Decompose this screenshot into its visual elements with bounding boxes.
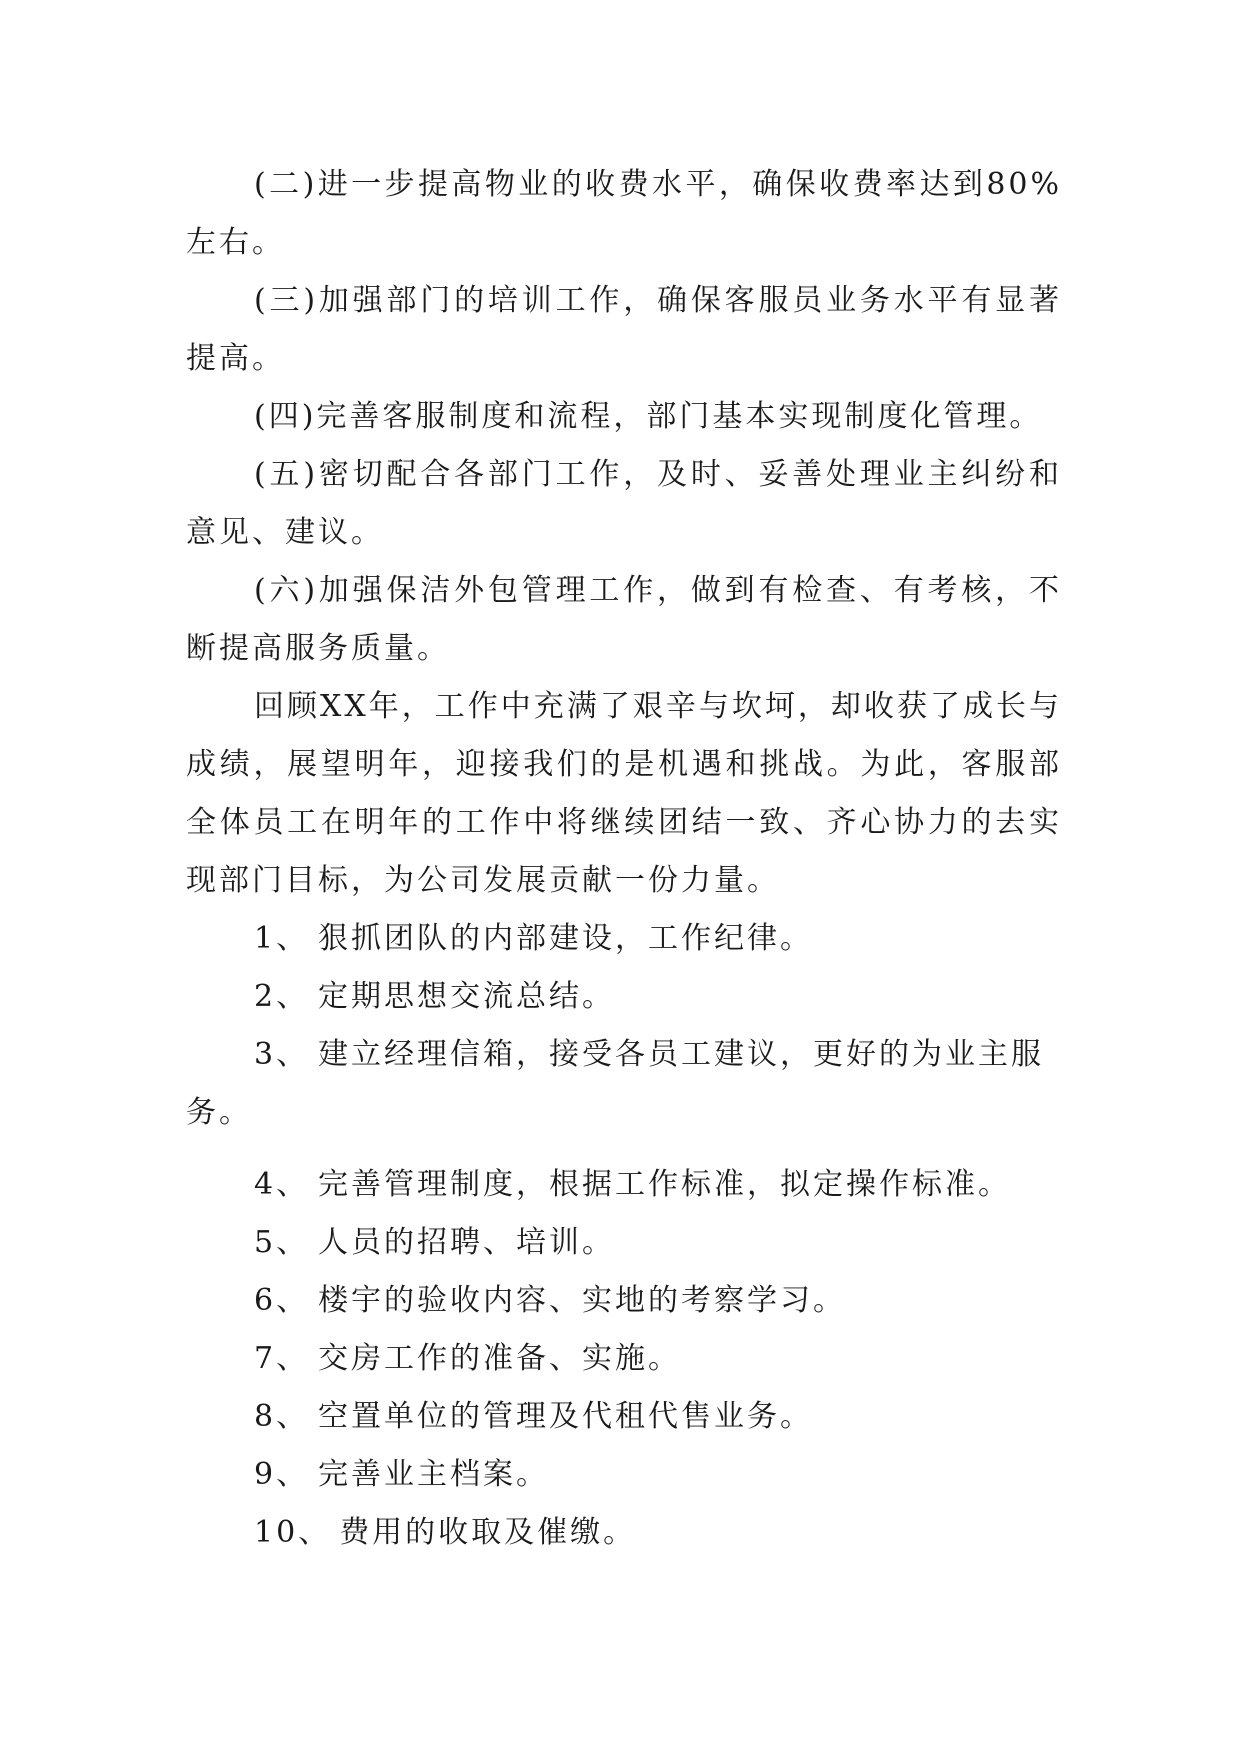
paragraph-goal-5: (五)密切配合各部门工作，及时、妥善处理业主纠纷和意见、建议。	[186, 457, 1062, 550]
list-item	[186, 1026, 1062, 1156]
list-item-number: 2、	[254, 979, 310, 1014]
paragraph-review: 回顾XX年，工作中充满了艰辛与坎坷，却收获了成长与成绩，展望明年，迎接我们的是机遇和挑战。为此，客服部全体员工在明年的工作中将继续团结一致、齐心协力的去实现部门目标，为公司发展贡献一份力量。	[186, 689, 1062, 898]
document-body	[186, 156, 1062, 1562]
list-item-text: 费用的收取及催缴。	[339, 1515, 637, 1550]
paragraph-goal-3: (三)加强部门的培训工作，确保客服员业务水平有显著提高。	[186, 283, 1062, 376]
list-item	[186, 1156, 1062, 1214]
list-item-text: 完善管理制度，根据工作标准，拟定操作标准。	[318, 1167, 1011, 1202]
list-item-number: 6、	[254, 1283, 310, 1318]
list-item	[186, 968, 1062, 1026]
list-item-number: 10、	[254, 1515, 332, 1550]
list-item-first-line	[186, 1026, 1062, 1084]
list-item	[186, 1388, 1062, 1446]
list-item-text: 人员的招聘、培训。	[318, 1225, 615, 1260]
list-item-text: 完善业主档案。	[318, 1457, 549, 1492]
list-item-text: 狠抓团队的内部建设，工作纪律。	[318, 921, 813, 956]
list-item-text: 楼宇的验收内容、实地的考察学习。	[318, 1283, 846, 1318]
list-item	[186, 1214, 1062, 1272]
list-item-text: 空置单位的管理及代租代售业务。	[318, 1399, 813, 1434]
list-item-text: 交房工作的准备、实施。	[318, 1341, 681, 1376]
list-item-number: 7、	[254, 1341, 310, 1376]
list-item-text: 建立经理信箱，接受各员工建议，更好的为业主服	[318, 1037, 1044, 1072]
list-item-number: 9、	[254, 1457, 310, 1492]
paragraph-goal-2: (二)进一步提高物业的收费水平，确保收费率达到80%左右。	[186, 167, 1062, 260]
list-item	[186, 1330, 1062, 1388]
list-item-number: 1、	[254, 921, 310, 956]
list-item	[186, 1504, 1062, 1562]
list-item-number: 3、	[254, 1037, 310, 1072]
list-item-number: 5、	[254, 1225, 310, 1260]
list-item-text: 定期思想交流总结。	[318, 979, 615, 1014]
paragraph-goal-6: (六)加强保洁外包管理工作，做到有检查、有考核，不断提高服务质量。	[186, 573, 1062, 666]
paragraph-goal-4: (四)完善客服制度和流程，部门基本实现制度化管理。	[254, 399, 1043, 434]
list-item-number: 8、	[254, 1399, 310, 1434]
list-item-number: 4、	[254, 1167, 310, 1202]
list-item	[186, 1272, 1062, 1330]
plan-list	[186, 910, 1062, 1562]
list-item	[186, 910, 1062, 968]
list-item	[186, 1446, 1062, 1504]
list-item-continuation: 务。	[186, 1095, 252, 1130]
